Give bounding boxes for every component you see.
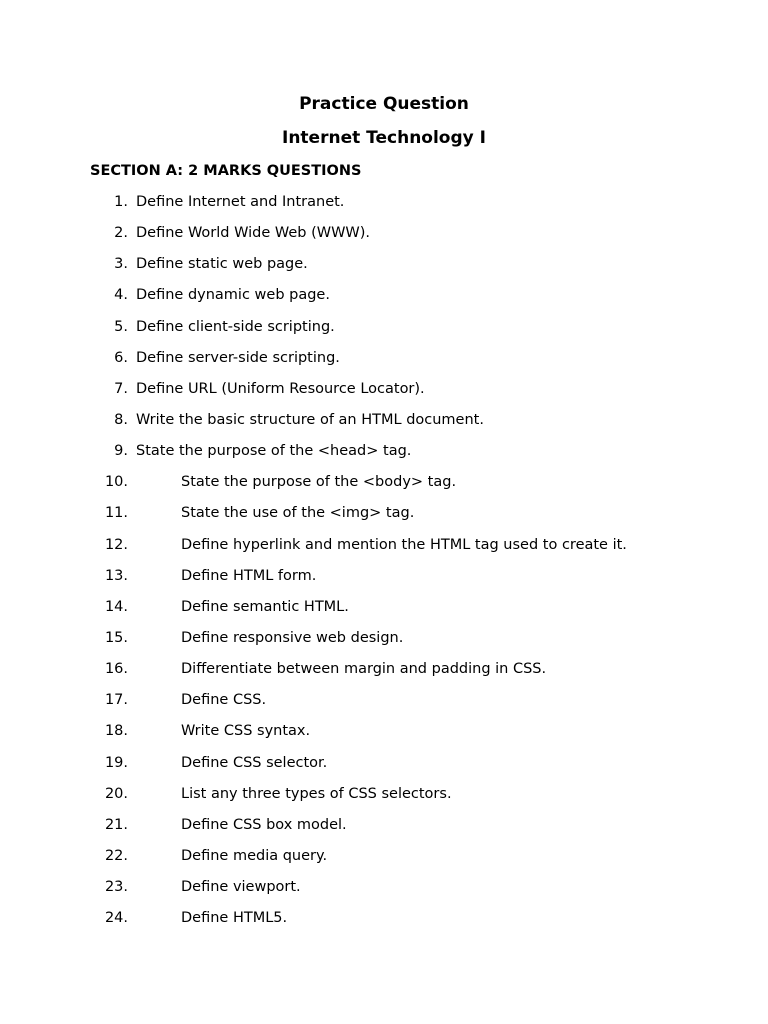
question-item [0,690,768,721]
question-number: 9. [114,443,128,460]
question-text: Define viewport. [181,879,301,896]
question-item [0,877,768,908]
section-heading: SECTION A: 2 MARKS QUESTIONS [90,163,362,179]
question-item [0,379,768,410]
question-text: Define dynamic web page. [136,287,330,304]
question-number: 10. [104,474,128,491]
question-text: Define CSS selector. [181,754,328,771]
question-item [0,535,768,566]
question-number: 16. [104,661,128,678]
question-text: Define semantic HTML. [181,598,349,615]
question-text: Define responsive web design. [181,629,404,646]
question-item [0,815,768,846]
question-item [0,317,768,348]
question-text: Define Internet and Intranet. [136,194,345,210]
question-item [0,628,768,659]
question-text: Define CSS box model. [181,816,347,833]
question-number: 21. [104,816,128,833]
question-number: 20. [104,785,128,802]
question-item [0,503,768,534]
question-list [0,192,768,939]
question-text: Define static web page. [136,256,308,273]
question-number: 24. [104,910,128,927]
question-text: Define hyperlink and mention the HTML tag used to create it. [181,536,627,553]
question-item [0,441,768,472]
question-number: 5. [114,318,128,335]
question-item [0,472,768,503]
document-subtitle: Internet Technology I [282,128,486,148]
question-item [0,192,768,223]
question-number: 17. [104,692,128,709]
question-number: 8. [114,411,128,428]
question-number: 11. [104,505,128,522]
question-number: 6. [114,349,128,366]
question-item [0,846,768,877]
question-text: Define World Wide Web (WWW). [136,225,371,242]
question-text: Define HTML5. [181,910,288,927]
question-number: 12. [104,536,128,553]
question-number: 7. [114,380,128,397]
question-item [0,410,768,441]
question-item [0,597,768,628]
question-text: Write CSS syntax. [181,723,311,740]
question-text: State the purpose of the <body> tag. [181,474,457,491]
question-text: Define server-side scripting. [136,349,340,366]
question-number: 1. [114,194,128,210]
question-number: 22. [104,847,128,864]
question-item [0,753,768,784]
question-item [0,348,768,379]
question-text: State the use of the <img> tag. [181,505,415,522]
question-number: 13. [104,567,128,584]
question-item [0,223,768,254]
question-number: 23. [104,879,128,896]
question-item [0,659,768,690]
question-text: State the purpose of the <head> tag. [136,443,412,460]
question-text: Define media query. [181,847,328,864]
question-number: 19. [104,754,128,771]
question-number: 14. [104,598,128,615]
question-item [0,721,768,752]
question-item [0,566,768,597]
question-text: Write the basic structure of an HTML document. [136,411,484,428]
question-text: Define client-side scripting. [136,318,335,335]
question-number: 4. [114,287,128,304]
question-number: 2. [114,225,128,242]
question-item [0,784,768,815]
question-number: 3. [114,256,128,273]
question-text: Define URL (Uniform Resource Locator). [136,380,425,397]
question-number: 15. [104,629,128,646]
document-title: Practice Question [299,94,469,114]
question-text: Define HTML form. [181,567,317,584]
question-text: List any three types of CSS selectors. [181,785,452,802]
question-item [0,254,768,285]
question-item [0,285,768,316]
question-number: 18. [104,723,128,740]
question-text: Differentiate between margin and padding in CSS. [181,661,547,678]
question-item [0,908,768,939]
question-text: Define CSS. [181,692,267,709]
